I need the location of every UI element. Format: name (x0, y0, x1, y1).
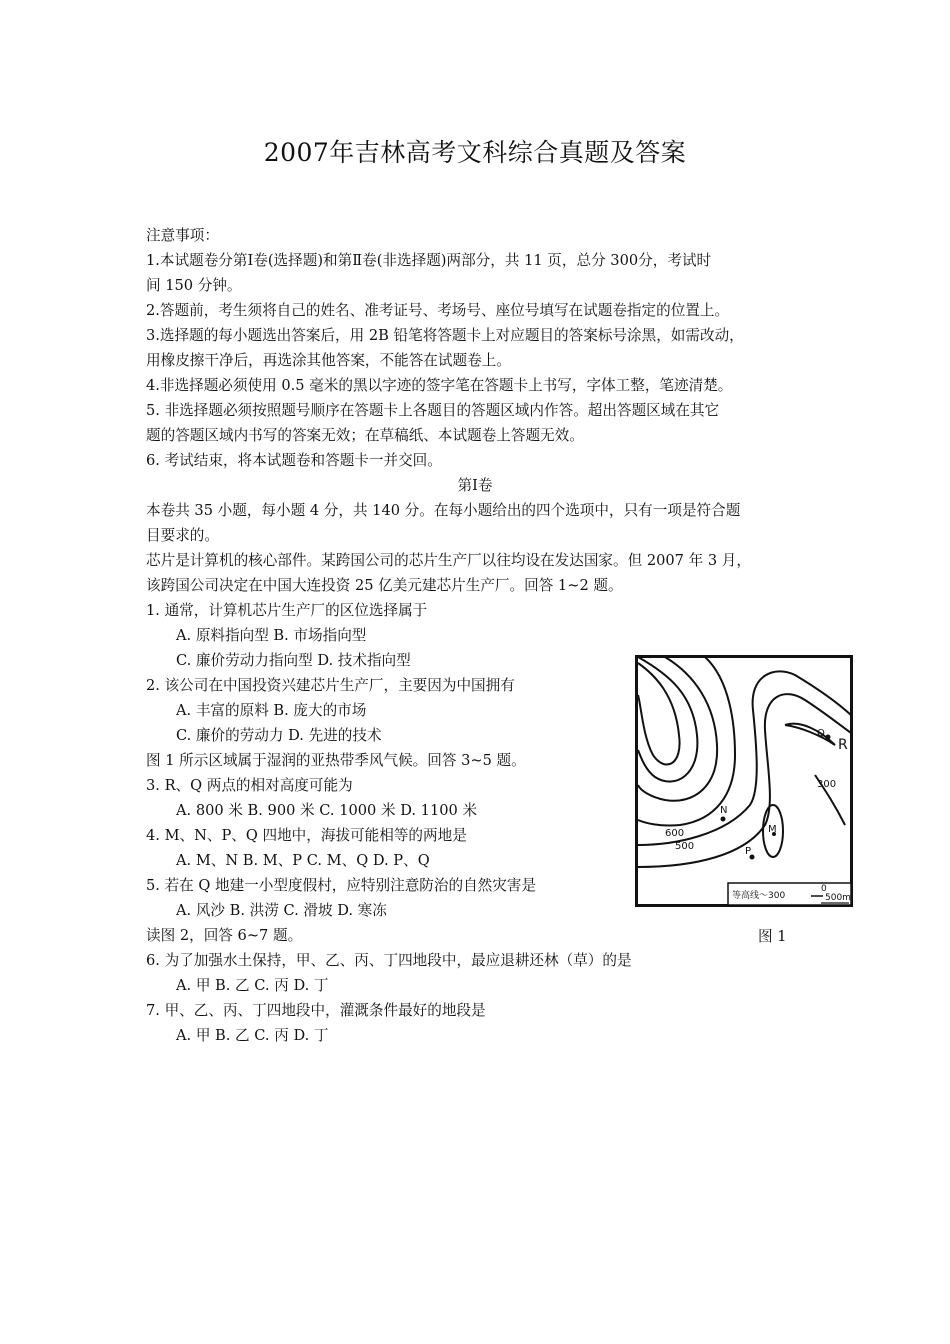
question-options: A. 甲 B. 乙 C. 丙 D. 丁 (176, 1027, 329, 1044)
label-300: 300 (817, 779, 837, 790)
question-options: A. M、N B. M、P C. M、Q D. P、Q (176, 852, 430, 869)
question-options: A. 甲 B. 乙 C. 丙 D. 丁 (176, 977, 329, 994)
question-options: C. 廉价劳动力指向型 D. 技术指向型 (176, 652, 411, 669)
notice-header: 注意事项： (146, 227, 219, 244)
legend-contour: 等高线～300 (732, 891, 786, 901)
notice-line: 题的答题区域内书写的答案无效；在草稿纸、本试题卷上答题无效。 (146, 427, 584, 444)
legend-zero: 0 (821, 884, 827, 894)
section-title: 第Ⅰ卷 (457, 477, 493, 494)
notice-line: 用橡皮擦干净后，再选涂其他答案，不能答在试题卷上。 (146, 352, 511, 369)
figure-caption: 图 1 (758, 928, 787, 945)
passage-text: 读图 2，回答 6~7 题。 (146, 927, 303, 944)
question-options: A. 800 米 B. 900 米 C. 1000 米 D. 1100 米 (176, 802, 478, 819)
notice-line: 4.非选择题必须使用 0.5 毫米的黑以字迹的签字笔在答题卡上书写，字体工整，笔迹清楚。 (146, 377, 733, 394)
question-options: C. 廉价的劳动力 D. 先进的技术 (176, 727, 382, 744)
notice-line: 2.答题前，考生须将自己的姓名、准考证号、考场号、座位号填写在试题卷指定的位置上。 (146, 302, 730, 319)
section-intro: 目要求的。 (146, 527, 219, 544)
label-p: P (745, 846, 752, 857)
notice-line: 5. 非选择题必须按照题号顺序在答题卡上各题目的答题区域内作答。超出答题区域在其它 (146, 402, 720, 419)
contour-map-figure (635, 655, 853, 907)
question-stem: 6. 为了加强水土保持，甲、乙、丙、丁四地段中，最应退耕还林（草）的是 (146, 952, 632, 969)
section-intro: 本卷共 35 小题，每小题 4 分，共 140 分。在每小题给出的四个选项中，只有一项是符合题 (146, 502, 741, 519)
passage-text: 芯片是计算机的核心部件。某跨国公司的芯片生产厂以往均设在发达国家。但 2007 年 3 月， (146, 552, 751, 569)
legend-scale: 500m (825, 893, 851, 903)
label-n: N (720, 805, 728, 816)
point-n-marker (721, 817, 726, 822)
question-stem: 5. 若在 Q 地建一小型度假村，应特别注意防治的自然灾害是 (146, 877, 537, 894)
label-500: 500 (675, 841, 695, 852)
question-stem: 1. 通常，计算机芯片生产厂的区位选择属于 (146, 602, 428, 619)
notice-line: 3.选择题的每小题选出答案后，用 2B 铅笔将答题卡上对应题目的答案标号涂黑，如需改动， (146, 327, 744, 344)
question-stem: 4. M、N、P、Q 四地中，海拔可能相等的两地是 (146, 827, 467, 844)
question-stem: 2. 该公司在中国投资兴建芯片生产厂，主要因为中国拥有 (146, 677, 515, 694)
label-m: M (768, 824, 777, 835)
question-options: A. 风沙 B. 洪涝 C. 滑坡 D. 寒冻 (176, 902, 387, 919)
point-q-marker (826, 735, 831, 740)
question-options: A. 原料指向型 B. 市场指向型 (176, 627, 367, 644)
notice-line: 1.本试题卷分第Ⅰ卷(选择题)和第Ⅱ卷(非选择题)两部分，共 11 页，总分 300分，考试时 (146, 252, 712, 269)
question-stem: 3. R、Q 两点的相对高度可能为 (146, 777, 353, 794)
question-options: A. 丰富的原料 B. 庞大的市场 (176, 702, 367, 719)
label-600: 600 (665, 828, 685, 839)
passage-text: 图 1 所示区域属于湿润的亚热带季风气候。回答 3~5 题。 (146, 752, 526, 769)
notice-line: 6. 考试结束，将本试题卷和答题卡一并交回。 (146, 452, 442, 469)
passage-text: 该跨国公司决定在中国大连投资 25 亿美元建芯片生产厂。回答 1~2 题。 (146, 577, 623, 594)
question-stem: 7. 甲、乙、丙、丁四地段中，灌溉条件最好的地段是 (146, 1002, 486, 1019)
label-q: Q (817, 728, 825, 739)
notice-line: 间 150 分钟。 (146, 277, 242, 294)
label-r: R (838, 737, 848, 753)
page-title: 2007年吉林高考文科综合真题及答案 (263, 138, 687, 167)
